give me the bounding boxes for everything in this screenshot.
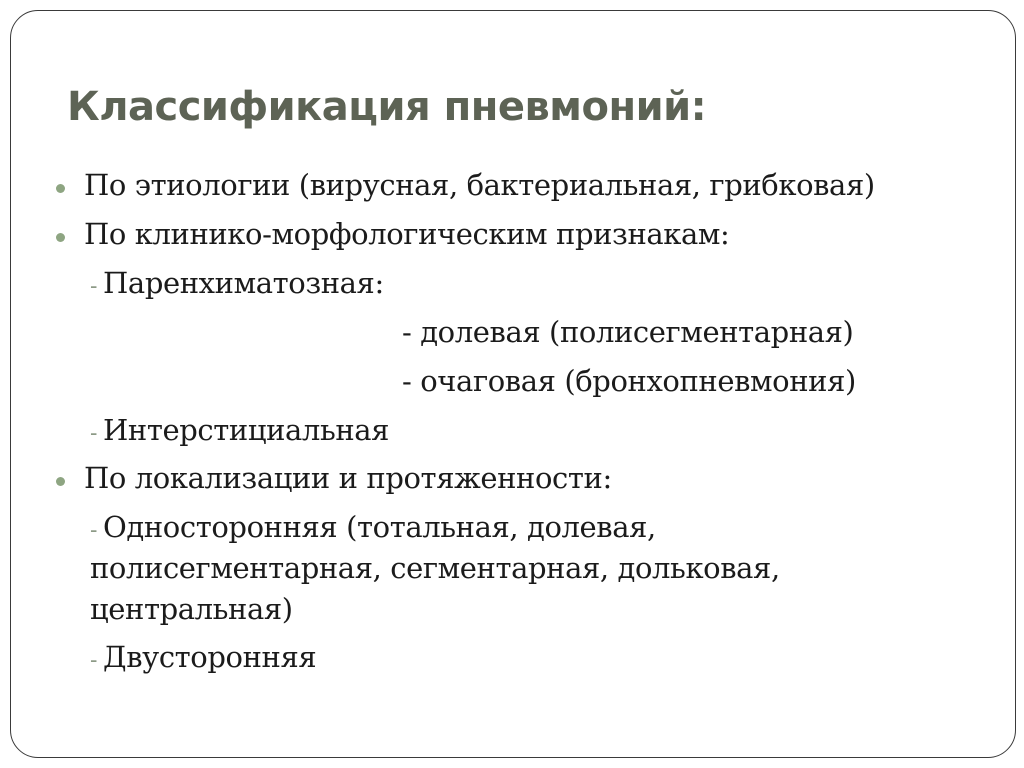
bullet-icon [56,233,65,242]
sub-item-label: Двусторонняя [103,640,317,674]
sub-item-unilateral [90,510,656,544]
sub-sub-item-lobar: - долевая (полисегментарная) [402,315,854,349]
bullet-icon [56,184,65,193]
dash-marker: - [90,421,98,446]
list-item-etiology: По этиологии (вирусная, бактериальная, грибковая) [84,168,875,202]
sub-item-label: Интерстициальная [103,413,390,447]
sub-item-unilateral-continued: полисегментарная, сегментарная, дольковая, [90,551,780,585]
bullet-icon [56,477,65,486]
sub-item-interstitial [90,413,389,447]
sub-item-label: Односторонняя (тотальная, долевая, [103,510,656,544]
sub-item-label: Паренхиматозная: [103,266,384,300]
list-item-localization: По локализации и протяженности: [84,461,612,495]
dash-marker: - [90,274,98,299]
dash-marker: - [90,518,98,543]
sub-item-bilateral [90,640,316,674]
sub-item-parenchymal [90,266,384,300]
list-item-clinical-morphological: По клинико-морфологическим признакам: [84,217,730,251]
sub-item-unilateral-end: центральная) [90,592,293,626]
sub-sub-item-focal: - очаговая (бронхопневмония) [402,364,856,398]
slide-title: Классификация пневмоний: [67,84,707,130]
dash-marker: - [90,648,98,673]
